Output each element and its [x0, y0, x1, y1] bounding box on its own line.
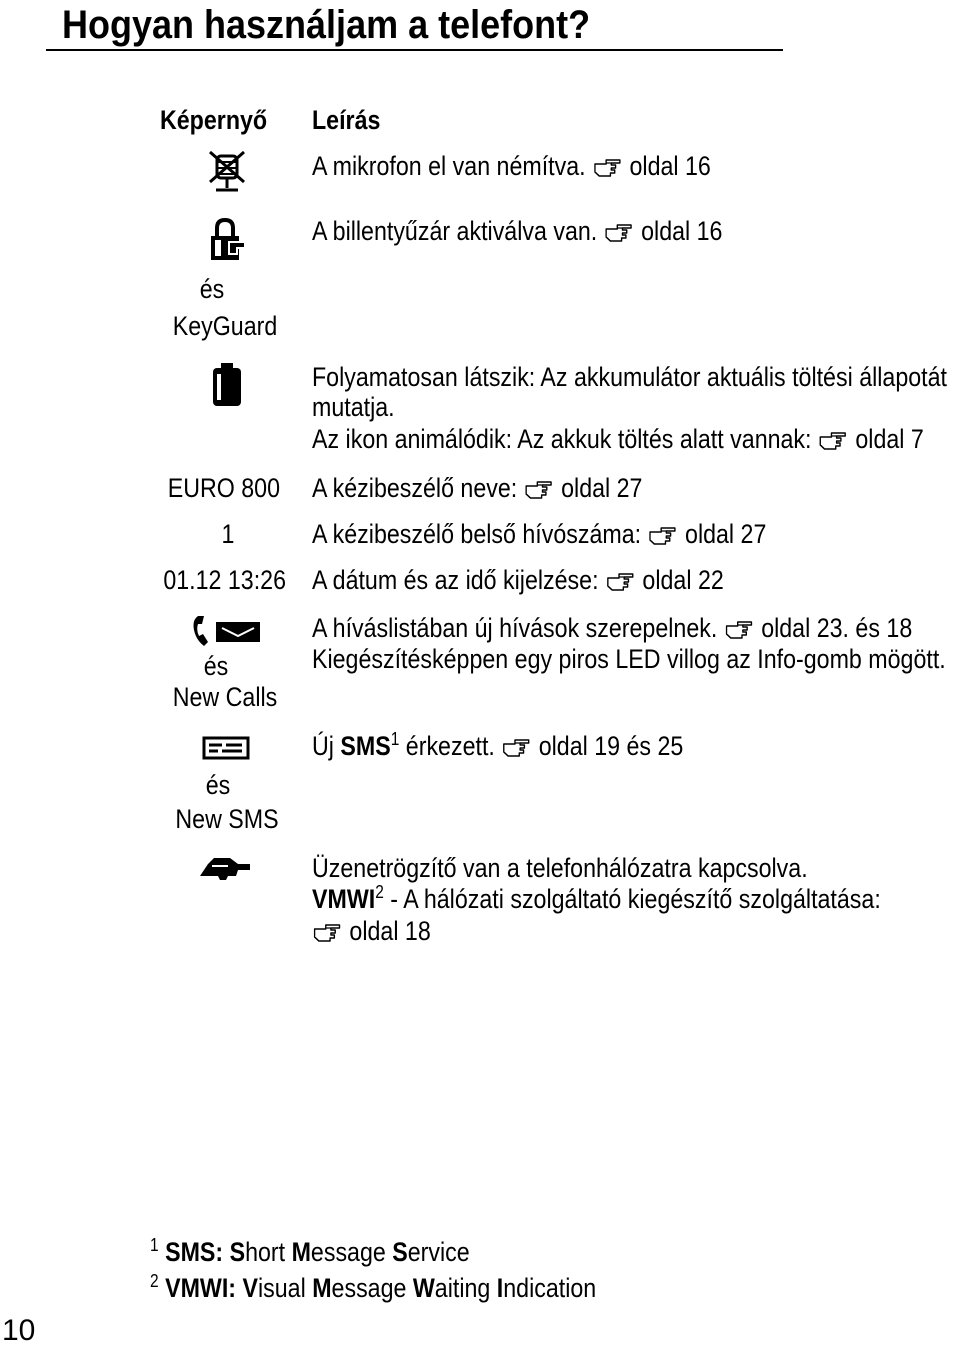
row-voicemail-line1: Üzenetrögzítő van a telefonhálózatra kapcsolva.: [312, 853, 808, 883]
title-divider: [46, 49, 783, 51]
keylock-icon: [207, 218, 247, 264]
battery-icon: [211, 362, 243, 408]
row-mic-description: A mikrofon el van némítva. oldal 16: [312, 151, 711, 181]
microphone-muted-icon: [206, 150, 248, 194]
row-sms-and: és: [205, 770, 231, 800]
row-battery-line2: mutatja.: [312, 392, 395, 422]
pointing-hand-icon: [503, 736, 531, 758]
row-name-description: A kézibeszélő neve: oldal 27: [312, 473, 643, 503]
pointing-hand-icon: [314, 921, 342, 943]
row-number-screen: 1: [221, 519, 235, 549]
row-voicemail-line2: VMWI$^2$ - A hálózati szolgáltató kiegészítő szolgáltatása:: [312, 882, 881, 914]
pointing-hand-icon: [525, 478, 553, 500]
row-battery-line1: Folyamatosan látszik: Az akkumulátor aktuális töltési állapotát: [312, 362, 947, 392]
row-keylock-and: és: [199, 274, 225, 304]
row-number-description: A kézibeszélő belső hívószáma: oldal 27: [312, 519, 767, 549]
sms-envelope-icon: [202, 736, 250, 760]
page-title: Hogyan használjam a telefont?: [62, 3, 591, 47]
pointing-hand-icon: [594, 156, 622, 178]
row-calls-and: és: [203, 651, 229, 681]
row-keylock-alt-text: KeyGuard: [172, 311, 278, 341]
row-datetime-screen: 01.12 13:26: [163, 565, 286, 595]
pointing-hand-icon: [820, 429, 848, 451]
new-calls-icon: [190, 614, 262, 648]
column-header-description: Leírás: [312, 105, 381, 135]
row-voicemail-line3: oldal 18: [312, 915, 431, 947]
row-sms-description: Új SMS$^1$ érkezett. oldal 19 és 25: [312, 729, 684, 761]
row-calls-line1: A híváslistában új hívások szerepelnek. oldal 23. és 18: [312, 613, 913, 643]
row-calls-alt-text: New Calls: [172, 682, 278, 712]
page-number: 10: [2, 1314, 36, 1347]
pointing-hand-icon: [605, 221, 633, 243]
footnote-1: $^1$ SMS: Short Message Service: [150, 1235, 470, 1267]
row-battery-line3: Az ikon animálódik: Az akkuk töltés alatt vannak: oldal 7: [312, 424, 924, 454]
row-keylock-description: A billentyűzár aktiválva van. oldal 16: [312, 216, 723, 246]
row-name-screen: EURO 800: [167, 473, 280, 503]
pointing-hand-icon: [607, 570, 635, 592]
pointing-hand-icon: [725, 618, 753, 640]
pointing-hand-icon: [649, 524, 677, 546]
row-datetime-description: A dátum és az idő kijelzése: oldal 22: [312, 565, 724, 595]
row-calls-line2: Kiegészítésképpen egy piros LED villog az Info-gomb mögött.: [312, 644, 946, 674]
footnote-2: $^2$ VMWI: Visual Message Waiting Indication: [150, 1271, 597, 1303]
row-sms-alt-text: New SMS: [175, 804, 279, 834]
voicemail-icon: [198, 852, 252, 882]
column-header-screen: Képernyő: [160, 105, 268, 135]
